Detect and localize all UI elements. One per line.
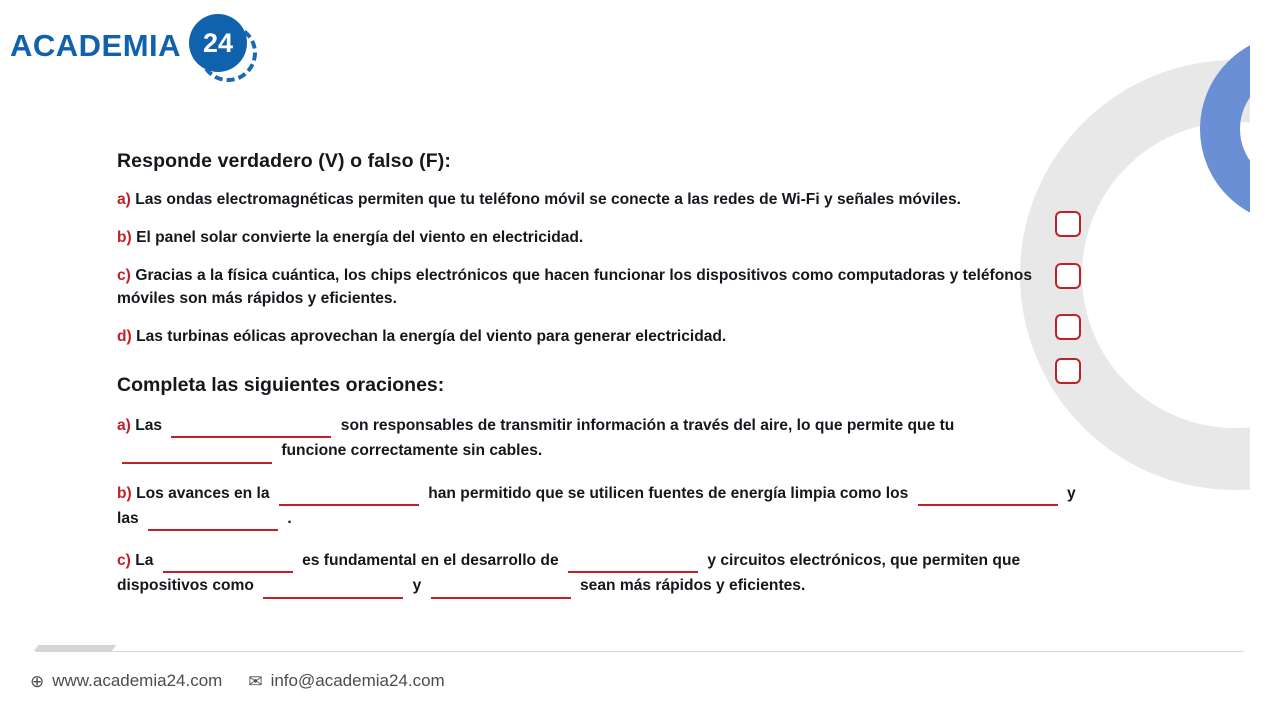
question-text: Las turbinas eólicas aprovechan la energía del viento para generar electricidad. <box>136 327 727 345</box>
blank-input[interactable] <box>171 423 331 438</box>
question-marker: b) <box>117 229 132 247</box>
fill-text-part: Las <box>135 417 163 435</box>
blank-input[interactable] <box>163 558 293 573</box>
worksheet-body <box>117 150 1102 616</box>
question-marker: a) <box>117 417 131 435</box>
blank-input[interactable] <box>918 491 1058 506</box>
blank-input[interactable] <box>431 584 571 599</box>
fill-question-a <box>117 413 1092 464</box>
fill-text-part: y circuitos electrónicos, que permiten que dispositivos como <box>117 552 1021 595</box>
question-marker: c) <box>117 267 131 285</box>
right-edge-mask <box>1250 0 1280 720</box>
section-title-true-false: Responde verdadero (V) o falso (F): <box>117 150 451 172</box>
checkbox-answer-c[interactable] <box>1055 314 1081 340</box>
fill-question-c <box>117 548 1092 599</box>
globe-icon: ⊕ <box>30 671 45 691</box>
question-marker: c) <box>117 552 131 570</box>
brand-badge <box>189 14 253 78</box>
question-marker: d) <box>117 327 132 345</box>
question-text: El panel solar convierte la energía del viento en electricidad. <box>136 229 584 247</box>
mail-icon: ✉ <box>248 671 263 691</box>
footer-website-label: www.academia24.com <box>52 671 223 690</box>
question-c-true-false <box>117 265 1032 310</box>
question-marker: a) <box>117 191 131 208</box>
question-d-true-false <box>117 326 1032 348</box>
fill-text-part: y las <box>117 484 1076 527</box>
checkbox-answer-d[interactable] <box>1055 358 1081 384</box>
question-marker: b) <box>117 484 132 502</box>
fill-text-part: han permitido que se utilicen fuentes de energía limpia como los <box>428 484 909 502</box>
question-text: Las ondas electromagnéticas permiten que tu teléfono móvil se conecte a las redes de Wi-Fi y señales móviles. <box>135 191 961 208</box>
brand-logo <box>10 14 253 78</box>
question-b-true-false <box>117 227 1032 249</box>
footer-email[interactable] <box>248 671 444 691</box>
fill-text-part: es fundamental en el desarrollo de <box>302 552 559 570</box>
blank-input[interactable] <box>568 558 698 573</box>
question-text: Gracias a la física cuántica, los chips electrónicos que hacen funcionar los dispositivos como computadoras y teléfonos móviles son más rápidos y eficientes. <box>117 267 1032 307</box>
fill-text-part: . <box>287 509 292 527</box>
brand-name: ACADEMIA <box>10 28 182 63</box>
section-title-fill-in-blanks: Completa las siguientes oraciones: <box>117 374 445 397</box>
fill-text-part: sean más rápidos y eficientes. <box>579 577 806 595</box>
footer-website[interactable] <box>30 671 222 691</box>
checkbox-answer-b[interactable] <box>1055 263 1081 289</box>
fill-text-part: y <box>412 577 422 595</box>
blank-input[interactable] <box>279 491 419 506</box>
blank-input[interactable] <box>148 516 278 531</box>
question-a-true-false <box>117 189 1032 211</box>
blank-input[interactable] <box>263 584 403 599</box>
blank-input[interactable] <box>122 449 272 464</box>
footer-divider <box>36 651 1244 652</box>
fill-text-part: Los avances en la <box>136 484 270 502</box>
page-footer <box>30 671 445 691</box>
badge-number: 24 <box>189 14 247 72</box>
footer-email-label: info@academia24.com <box>270 671 445 690</box>
fill-text-part: son responsables de transmitir información a través del aire, lo que permite que tu <box>340 417 955 435</box>
fill-question-b <box>117 481 1092 532</box>
fill-text-part: funcione correctamente sin cables. <box>281 442 543 460</box>
fill-text-part: La <box>135 552 154 570</box>
checkbox-answer-a[interactable] <box>1055 211 1081 237</box>
